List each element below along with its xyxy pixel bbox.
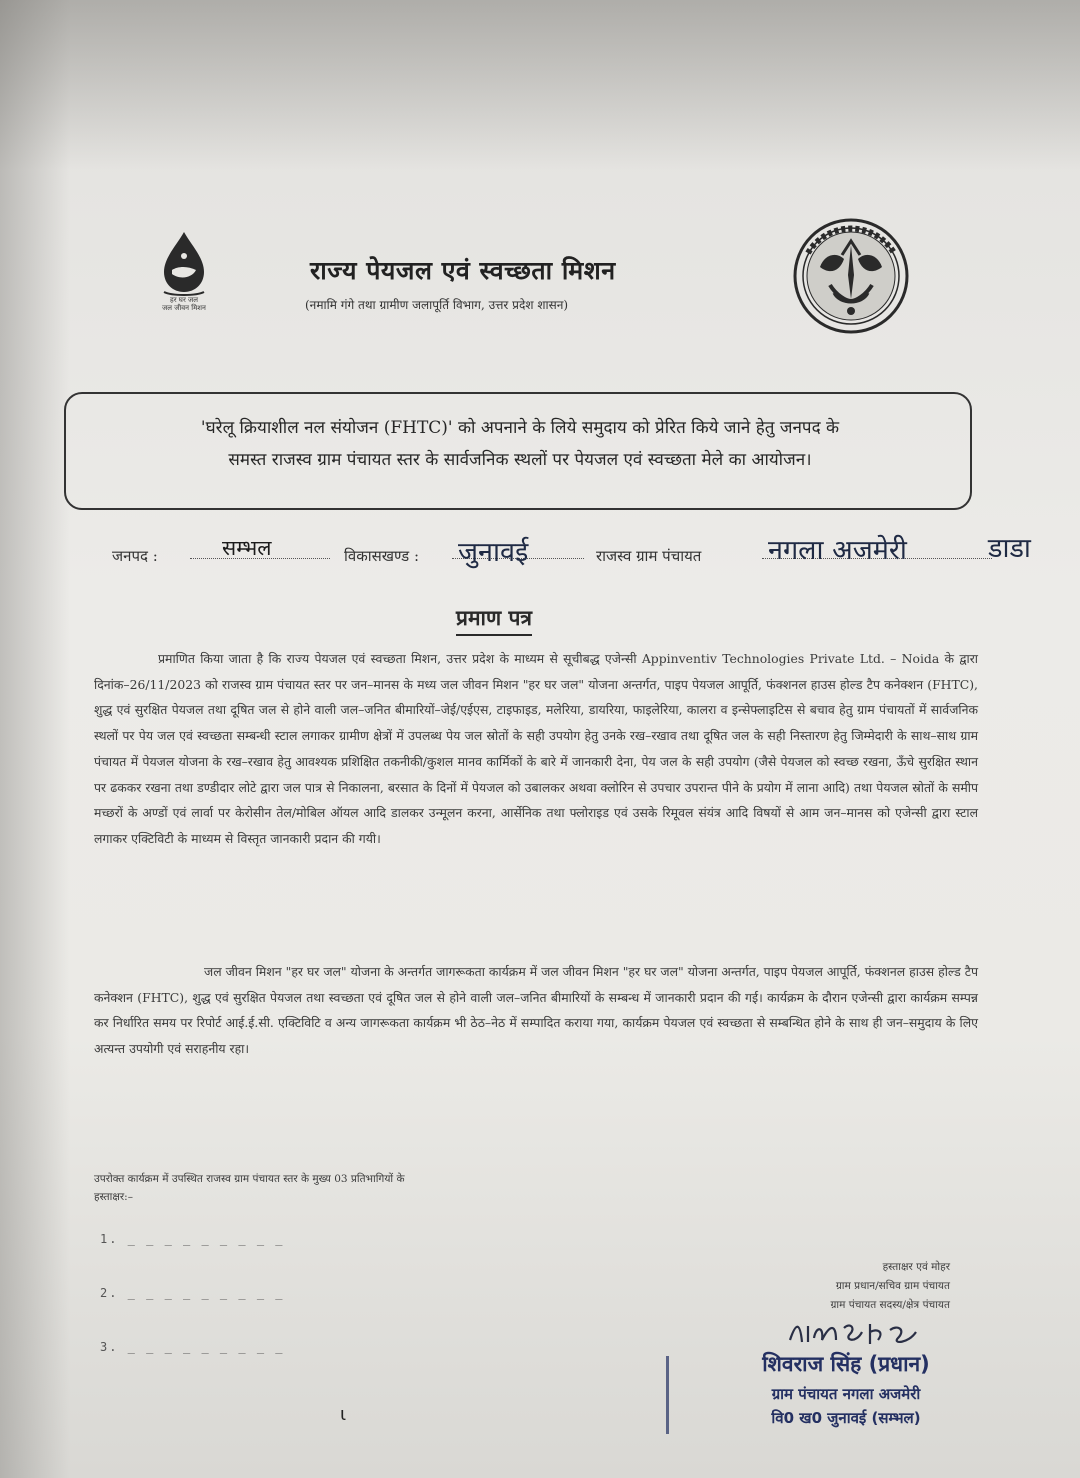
signature-intro-line1: उपरोक्त कार्यक्रम में उपस्थित राजस्व ग्राम पंचायत स्तर के मुख्य 03 प्रतिभागियों के <box>94 1173 405 1185</box>
official-signature-block <box>700 1258 950 1315</box>
participant-signature-line-2: 2. _ _ _ _ _ _ _ _ _ <box>100 1286 285 1300</box>
official-label-1: हस्ताक्षर एवं मोहर <box>882 1261 950 1273</box>
panchayat-value: नगला अजमेरी <box>768 535 907 566</box>
logo-caption-line2: जल जीवन मिशन <box>162 304 206 312</box>
stamp-line-2: ग्राम पंचायत नगला अजमेरी <box>771 1385 921 1403</box>
stamp-border <box>666 1356 669 1434</box>
official-label-3: ग्राम पंचायत सदस्य/क्षेत्र पंचायत <box>830 1299 950 1311</box>
panchayat-label: राजस्व ग्राम पंचायत <box>596 547 702 565</box>
location-fields <box>112 528 1062 578</box>
topic-text <box>84 412 956 476</box>
certificate-paragraph-2: जल जीवन मिशन "हर घर जल" योजना के अन्तर्गत जागरूकता कार्यक्रम में जल जीवन मिशन "हर घर जल" योजना अन्तर्गत, पाइप पेयजल आपूर्ति, फंक्शनल हाउस होल्ड टैप कनेक्शन (FHTC), शुद्ध एवं सुरक्षित पेयजल तथा स्वच्छता एवं दूषित जल से होने वाली जल–जनित बीमारियों के सम्बन्ध में जानकारी प्रदान की गई। कार्यक्रम के दौरान एजेन्सी द्वारा कार्यक्रम सम्पन्न कर निर्धारित समय पर रिपोर्ट आई.ई.सी. एक्टिविटि व अन्य जागरूकता कार्यक्रम भी ठेठ–नेठ में सम्पादित कराया गया, कार्यक्रम पेयजल एवं स्वच्छता से सम्बन्धित होने के साथ ही जन–समुदाय के लिए अत्यन्त उपयोगी एवं सराहनीय रहा। <box>94 964 978 1057</box>
signature-intro <box>94 1170 584 1206</box>
uttar-pradesh-state-emblem-icon <box>790 215 912 337</box>
topic-line2: समस्त राजस्व ग्राम पंचायत स्तर के सार्वजनिक स्थलों पर पेयजल एवं स्वच्छता मेले का आयोजन। <box>228 450 812 470</box>
fold-mark: ɩ <box>340 1404 347 1425</box>
panchayat-extra: डाडा <box>988 533 1031 564</box>
official-label-2: ग्राम प्रधान/सचिव ग्राम पंचायत <box>835 1280 950 1292</box>
participant-signature-line-3: 3. _ _ _ _ _ _ _ _ _ <box>100 1340 285 1354</box>
official-stamp <box>666 1344 990 1436</box>
mission-subtitle: (नमामि गंगे तथा ग्रामीण जलापूर्ति विभाग, उत्तर प्रदेश शासन) <box>305 298 569 312</box>
signature-intro-line2: हस्ताक्षर:– <box>94 1191 133 1203</box>
district-label: जनपद : <box>112 547 158 565</box>
block-value: जुनावई <box>458 537 529 568</box>
block-label: विकासखण्ड : <box>344 547 420 565</box>
page-shadow-top <box>0 0 1080 170</box>
stamp-line-3: वि0 ख0 जुनावई (सम्भल) <box>771 1409 921 1427</box>
certificate-title: प्रमाण पत्र <box>456 604 532 636</box>
certificate-paragraph-1: प्रमाणित किया जाता है कि राज्य पेयजल एवं स्वच्छता मिशन, उत्तर प्रदेश के माध्यम से सूचीबद्ध एजेन्सी Appinventiv Technologies Private Ltd. – Noida के द्वारा दिनांक–26/11/2023 को राजस्व ग्राम पंचायत स्तर पर जन–मानस के मध्य जल जीवन मिशन "हर घर जल" योजना अन्तर्गत, पाइप पेयजल आपूर्ति, फंक्शनल हाउस होल्ड टैप कनेक्शन (FHTC), शुद्ध एवं सुरक्षित पेयजल तथा दूषित जल से होने वाली जल–जनित बीमारियों–जेई/एईएस, टाइफाइड, मलेरिया, डायरिया, फाइलेरिया, कालरा व इन्सेफ्लाइटिस से बचाव हेतु ग्राम पंचायतों में सार्वजनिक स्थलों पर पेय जल एवं स्वच्छता सम्बन्धी स्टाल लगाकर ग्रामीण क्षेत्रों में उपलब्ध पेय जल स्रोतों के सही उपयोग हेतु उनके रख–रखाव तथा दूषित जल के सही निस्तारण हेतु जिम्मेदारी के साथ–साथ ग्राम पंचायत में पेयजल योजना के रख–रखाव हेतु आवश्यक प्रशिक्षित तकनीकी/कुशल मानव कार्मिकों के बारे में जानकारी देना, पेय जल के सही उपयोग (जैसे पेयजल को स्वच्छ रखना, ऊँचे सुरक्षित स्थान पर ढककर रखना तथा डण्डीदार लोटे द्वारा जल पात्र से निकालना, बरसात के दिनों में पेयजल को उबालकर अथवा क्लोरिन से उपचार उपरान्त पीने के प्रयोग में लाना आदि) तथा पेयजल स्रोतों के समीप मच्छरों के अण्डों एवं लार्वा पर केरोसीन तेल/मोबिल ऑयल आदि डालकर उन्मूलन करना, आर्सेनिक तथा फ्लोराइड एवं उसके रिमूवल संयंत्र आदि विषयों से आम जन–मानस को एजेन्सी द्वारा स्टाल लगाकर एक्टिविटी के माध्यम से विस्तृत जानकारी प्रदान की गयी। <box>94 651 979 846</box>
participant-signature-line-1: 1. _ _ _ _ _ _ _ _ _ <box>100 1232 285 1246</box>
logo-caption-line1: हर घर जल <box>170 296 198 304</box>
mission-title: राज्य पेयजल एवं स्वच्छता मिशन <box>310 256 616 285</box>
district-value: सम्भल <box>222 536 272 560</box>
page-shadow-left <box>0 0 70 1478</box>
topic-line1: 'घरेलू क्रियाशील नल संयोजन (FHTC)' को अपनाने के लिये समुदाय को प्रेरित किये जाने हेतु जनपद के <box>200 418 840 438</box>
stamp-line-1: शिवराज सिंह (प्रधान) <box>762 1352 930 1376</box>
logo-caption <box>136 296 232 312</box>
